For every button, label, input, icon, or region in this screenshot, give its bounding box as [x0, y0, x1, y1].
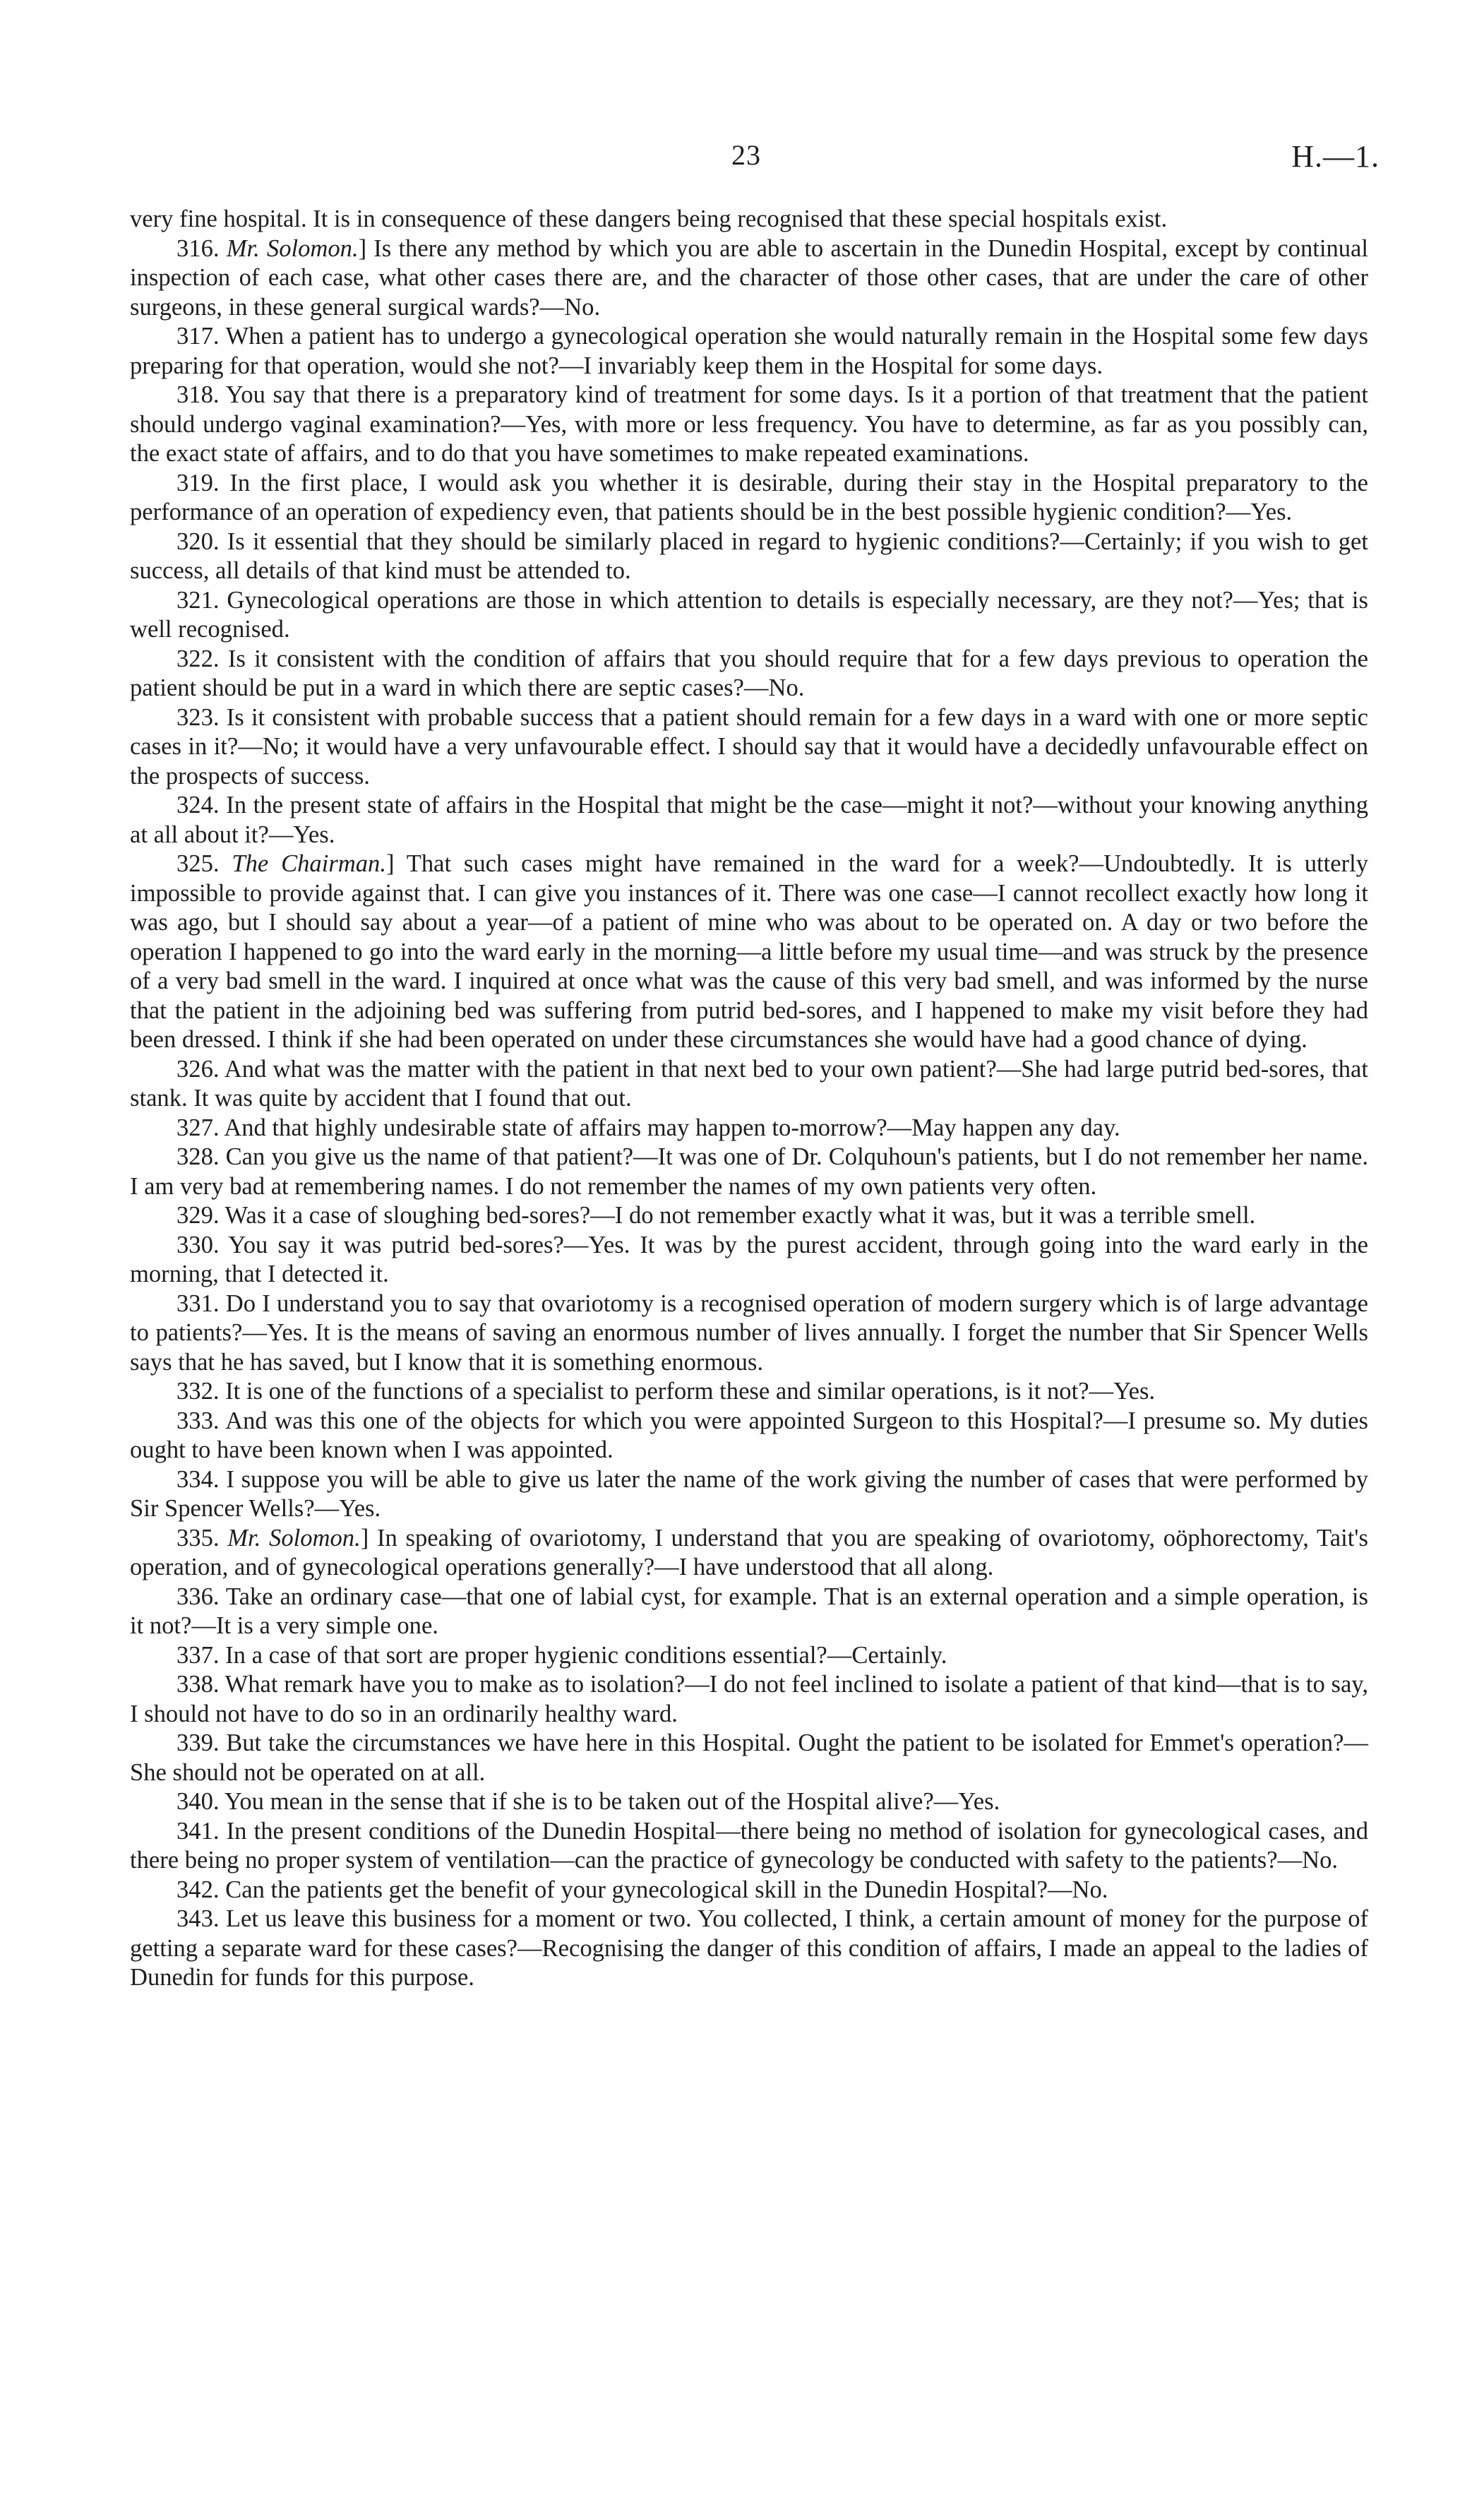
- speaker-name: The Chairman.: [232, 850, 386, 877]
- paragraph-text: Do I understand you to say that ovariotomy is a recognised operation of modern surgery which is of large advantage to patients?—Yes. It is the means of saving an enormous number of lives annually. I forget the number that Sir Spencer Wells says that he has saved, but I know that it is something enormous.: [130, 1290, 1369, 1376]
- question-paragraph: [130, 1905, 1368, 1993]
- question-paragraph: [130, 469, 1368, 528]
- question-number: 333.: [176, 1407, 226, 1434]
- question-number: 328.: [176, 1143, 226, 1170]
- paragraph-text: Can you give us the name of that patient?—It was one of Dr. Colquhoun's patients, but I do not remember her name. I am very bad at remembering names. I do not remember the names of my own patients very often.: [130, 1143, 1368, 1200]
- paragraph-text: Gynecological operations are those in which attention to details is especially necessary, are they not?—Yes; that is well recognised.: [130, 586, 1369, 643]
- question-number: 334.: [176, 1465, 227, 1493]
- question-paragraph: [130, 1641, 1368, 1671]
- paragraph-text: very fine hospital. It is in consequence of these dangers being recognised that these special hospitals exist.: [130, 206, 1168, 232]
- question-number: 335.: [176, 1524, 228, 1552]
- paragraph-text: In a case of that sort are proper hygienic conditions essential?—Certainly.: [225, 1641, 947, 1669]
- question-paragraph: [130, 703, 1368, 792]
- question-paragraph: [130, 1583, 1368, 1641]
- paragraph-text: ] In speaking of ovariotomy, I understand that you are speaking of ovariotomy, oöphorectomy, Tait's operation, and of gynecological operations generally?—I have understood that all along.: [130, 1524, 1368, 1580]
- question-number: 339.: [176, 1729, 227, 1756]
- question-number: 332.: [176, 1378, 226, 1405]
- question-paragraph: [130, 645, 1368, 703]
- paragraph-text: Take an ordinary case—that one of labial cyst, for example. That is an external operation and a simple operation, is it not?—It is a very simple one.: [130, 1583, 1368, 1639]
- paragraph-text: In the present state of affairs in the Hospital that might be the case—might it not?—without your knowing anything at all about it?—Yes.: [130, 792, 1368, 848]
- question-number: 316.: [176, 234, 227, 262]
- question-number: 318.: [176, 381, 226, 408]
- question-number: 342.: [176, 1876, 226, 1903]
- question-paragraph: [130, 234, 1368, 323]
- question-number: 338.: [176, 1671, 225, 1698]
- question-paragraph: [130, 528, 1368, 586]
- question-number: 330.: [176, 1231, 229, 1258]
- continuation-paragraph: [130, 205, 1368, 234]
- question-number: 324.: [176, 792, 227, 818]
- question-paragraph: [130, 1231, 1368, 1290]
- paragraph-text: In the present conditions of the Dunedin Hospital—there being no method of isolation for gynecological cases, and there being no proper system of ventilation—can the practice of gynecology be conducted with safety to the patients?—No.: [130, 1817, 1368, 1874]
- paragraph-text: You mean in the sense that if she is to be taken out of the Hospital alive?—Yes.: [224, 1788, 1000, 1815]
- page-number: 23: [731, 139, 761, 171]
- paragraph-text: You say that there is a preparatory kind of treatment for some days. Is it a portion of that treatment that the patient should undergo vaginal examination?—Yes, with more or less frequency. You have to determine, as far as you possibly can, the exact state of affairs, and to do that you have sometimes to make repeated examinations.: [130, 381, 1369, 467]
- paragraph-text: Is it consistent with the condition of affairs that you should require that for a few days previous to operation the patient should be put in a ward in which there are septic cases?—No.: [130, 645, 1368, 701]
- paragraph-text: Is it essential that they should be similarly placed in regard to hygienic conditions?—Certainly; if you wish to get success, all details of that kind must be attended to.: [130, 528, 1369, 584]
- question-paragraph: [130, 791, 1368, 850]
- paragraph-text: ] Is there any method by which you are able to ascertain in the Dunedin Hospital, except by continual inspection of each case, what other cases there are, and the character of those other cases, that are under the care of other surgeons, in these general surgical wards?—No.: [130, 234, 1368, 321]
- question-paragraph: [130, 1524, 1368, 1583]
- paragraph-text: It is one of the functions of a specialist to perform these and similar operations, is it not?—Yes.: [225, 1378, 1156, 1405]
- question-number: 317.: [176, 323, 226, 350]
- question-paragraph: [130, 1201, 1368, 1231]
- question-paragraph: [130, 1465, 1368, 1524]
- question-paragraph: [130, 1114, 1368, 1143]
- question-paragraph: [130, 381, 1368, 469]
- question-number: 319.: [176, 469, 230, 496]
- question-number: 326.: [176, 1055, 225, 1083]
- paragraph-text: Is it consistent with probable success that a patient should remain for a few days in a ward with one or more septic cases in it?—No; it would have a very unfavourable effect. I should say that it would have a decidedly unfavourable effect on the prospects of success.: [130, 703, 1369, 790]
- question-number: 340.: [176, 1788, 225, 1815]
- question-number: 323.: [176, 703, 227, 731]
- question-number: 341.: [176, 1817, 227, 1845]
- speaker-name: Mr. Solomon.: [227, 1524, 361, 1552]
- question-paragraph: [130, 1817, 1368, 1876]
- question-number: 322.: [176, 645, 228, 672]
- question-number: 331.: [176, 1290, 226, 1317]
- question-paragraph: [130, 1143, 1368, 1201]
- question-number: 327.: [176, 1114, 225, 1141]
- speaker-name: Mr. Solomon.: [226, 234, 359, 262]
- question-number: 325.: [176, 850, 232, 877]
- question-paragraph: [130, 1377, 1368, 1407]
- paragraph-text: Can the patients get the benefit of your gynecological skill in the Dunedin Hospital?—No.: [225, 1876, 1108, 1903]
- paragraph-text: When a patient has to undergo a gynecological operation she would naturally remain in the Hospital some few days preparing for that operation, would she not?—I invariably keep them in the Hospital for some days.: [130, 323, 1368, 379]
- paragraph-text: And was this one of the objects for which you were appointed Surgeon to this Hospital?—I presume so. My duties ought to have been known when I was appointed.: [130, 1407, 1368, 1463]
- paragraph-text: And that highly undesirable state of affairs may happen to-morrow?—May happen any day.: [224, 1114, 1120, 1141]
- paragraph-text: I suppose you will be able to give us later the name of the work giving the number of cases that were performed by Sir Spencer Wells?—Yes.: [130, 1465, 1368, 1522]
- question-number: 329.: [176, 1202, 225, 1229]
- paragraph-text: ] That such cases might have remained in the ward for a week?—Undoubtedly. It is utterly impossible to provide against that. I can give you instances of it. There was one case—I cannot recollect exactly how long it was ago, but I should say about a year—of a patient of mine who was about to be operated on. A day or two before the operation I happened to go into the ward early in the morning—a little before my usual time—and was struck by the presence of a very bad smell in the ward. I inquired at once what was the cause of this very bad smell, and was informed by the nurse that the patient in the adjoining bed was suffering from putrid bed-sores, and I happened to make my visit before they had been dressed. I think if she had been operated on under these circumstances she would have had a good chance of dying.: [130, 850, 1368, 1053]
- paragraph-text: Was it a case of sloughing bed-sores?—I do not remember exactly what it was, but it was a terrible smell.: [225, 1202, 1256, 1229]
- question-paragraph: [130, 1876, 1368, 1905]
- question-paragraph: [130, 1290, 1368, 1378]
- question-paragraph: [130, 1670, 1368, 1729]
- paragraph-text: In the first place, I would ask you whether it is desirable, during their stay in the Hospital preparatory to the performance of an operation of expediency even, that patients should be in the best possible hygienic condition?—Yes.: [130, 469, 1368, 525]
- question-number: 336.: [176, 1583, 226, 1610]
- question-paragraph: [130, 322, 1368, 381]
- paragraph-text: You say it was putrid bed-sores?—Yes. It was by the purest accident, through going into the ward early in the morning, that I detected it.: [130, 1231, 1369, 1287]
- page-header: [0, 138, 1484, 181]
- question-number: 320.: [176, 528, 227, 555]
- question-number: 343.: [176, 1905, 226, 1932]
- paragraph-text: What remark have you to make as to isolation?—I do not feel inclined to isolate a patient of that kind—that is to say, I should not have to do so in an ordinarily healthy ward.: [130, 1671, 1368, 1727]
- document-reference: H.—1.: [1291, 139, 1380, 174]
- question-paragraph: [130, 1787, 1368, 1817]
- body-text: [130, 205, 1368, 1993]
- question-paragraph: [130, 850, 1368, 1055]
- question-number: 321.: [176, 586, 227, 614]
- question-paragraph: [130, 1055, 1368, 1114]
- paragraph-text: But take the circumstances we have here in this Hospital. Ought the patient to be isolated for Emmet's operation?—She should not be operated on at all.: [130, 1729, 1368, 1786]
- question-number: 337.: [176, 1641, 226, 1669]
- question-paragraph: [130, 1729, 1368, 1787]
- question-paragraph: [130, 586, 1368, 645]
- paragraph-text: Let us leave this business for a moment or two. You collected, I think, a certain amount of money for the purpose of getting a separate ward for these cases?—Recognising the danger of this condition of affairs, I made an appeal to the ladies of Dunedin for funds for this purpose.: [130, 1905, 1368, 1991]
- paragraph-text: And what was the matter with the patient in that next bed to your own patient?—She had large putrid bed-sores, that stank. It was quite by accident that I found that out.: [130, 1055, 1368, 1112]
- question-paragraph: [130, 1407, 1368, 1465]
